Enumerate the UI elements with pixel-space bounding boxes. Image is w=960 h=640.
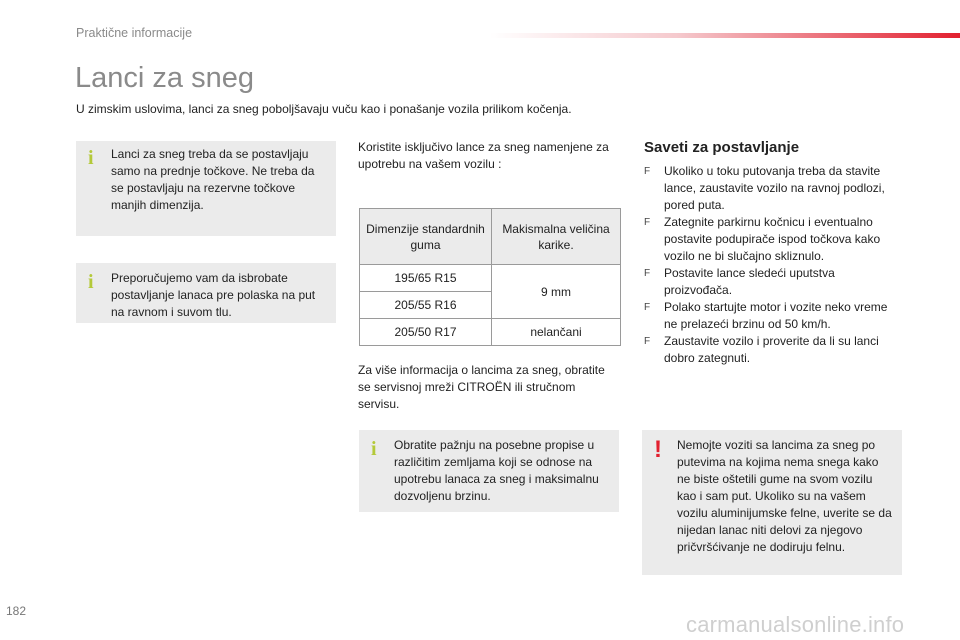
list-item — [644, 163, 902, 214]
table-cell-size: 205/50 R17 — [360, 319, 492, 346]
advice-title: Saveti za postavljanje — [644, 139, 800, 156]
table-cell-size: 205/55 R16 — [360, 292, 492, 319]
list-item — [644, 214, 902, 265]
warning-box — [642, 430, 902, 575]
list-item-text: Zategnite parkirnu kočnicu i eventualno postavite podupirače ispod točkova kako vozilo ne bi slučajno skliznulo. — [664, 215, 881, 263]
table-header-cell: Dimenzije standardnih guma — [360, 209, 492, 265]
page-title: Lanci za sneg — [75, 62, 254, 94]
info-box-front-wheels — [76, 141, 336, 236]
bullet-icon: F — [644, 336, 651, 347]
usage-text: Koristite isključivo lance za sneg namenjene za upotrebu na vašem vozilu : — [358, 140, 609, 171]
info-box-text: Obratite pažnju na posebne propise u različitim zemljama koji se odnose na upotrebu lanaca za sneg i maksimalnu dozvoljenu brzinu. — [394, 438, 599, 503]
info-box-regulations — [359, 430, 619, 512]
info-box-practice — [76, 263, 336, 323]
list-item — [644, 265, 902, 299]
table-row — [360, 319, 621, 346]
section-label: Praktične informacije — [76, 26, 193, 40]
more-info-text: Za više informacija o lancima za sneg, obratite se servisnoj mreži CITROËN ili stručnom servisu. — [358, 363, 605, 411]
list-item-text: Polako startujte motor i vozite neko vreme ne prelazeći brzinu od 50 km/h. — [664, 300, 888, 331]
bullet-icon: F — [644, 166, 651, 177]
table-header-cell: Makismalna veličina karike. — [492, 209, 621, 265]
info-icon: i — [371, 438, 377, 460]
header-accent-rule — [490, 33, 960, 38]
list-item — [644, 299, 902, 333]
list-item-text: Zaustavite vozilo i proverite da li su lanci dobro zategnuti. — [664, 334, 879, 365]
chain-size-table — [359, 208, 621, 346]
table-header-row — [360, 209, 621, 265]
intro-text: U zimskim uslovima, lanci za sneg poboljšavaju vuču kao i ponašanje vozila prilikom kočenja. — [76, 102, 572, 116]
warning-icon: ! — [654, 436, 662, 463]
list-item-text: Postavite lance sledeći uputstva proizvođača. — [664, 266, 835, 297]
warning-box-text: Nemojte voziti sa lancima za sneg po putevima na kojima nema snega kako ne biste oštetili gume na svom vozilu kao i sam put. Ukoliko su na vašem vozilu aluminijumske felne, uverite se da nijedan lanac niti delovi za njegovo pričvršćivanje ne dodiruju felnu. — [677, 438, 892, 554]
bullet-icon: F — [644, 217, 651, 228]
list-item — [644, 333, 902, 367]
info-icon: i — [88, 271, 94, 293]
table-row — [360, 265, 621, 292]
bullet-icon: F — [644, 302, 651, 313]
info-box-text: Preporučujemo vam da isbrobate postavljanje lanaca pre polaska na put na ravnom i suvom tlu. — [111, 271, 316, 319]
watermark: carmanualsonline.info — [686, 612, 905, 637]
table-cell-size: 195/65 R15 — [360, 265, 492, 292]
bullet-icon: F — [644, 268, 651, 279]
table-cell-max-link: nelančani — [492, 319, 621, 346]
advice-list — [644, 163, 902, 367]
page-number: 182 — [6, 604, 27, 618]
list-item-text: Ukoliko u toku putovanja treba da stavite lance, zaustavite vozilo na ravnoj podlozi, pored puta. — [664, 164, 885, 212]
info-box-text: Lanci za sneg treba da se postavljaju samo na prednje točkove. Ne treba da se postavljaju na rezervne točkove manjih dimenzija. — [111, 147, 315, 212]
info-icon: i — [88, 147, 94, 169]
table-cell-max-link: 9 mm — [492, 265, 621, 319]
